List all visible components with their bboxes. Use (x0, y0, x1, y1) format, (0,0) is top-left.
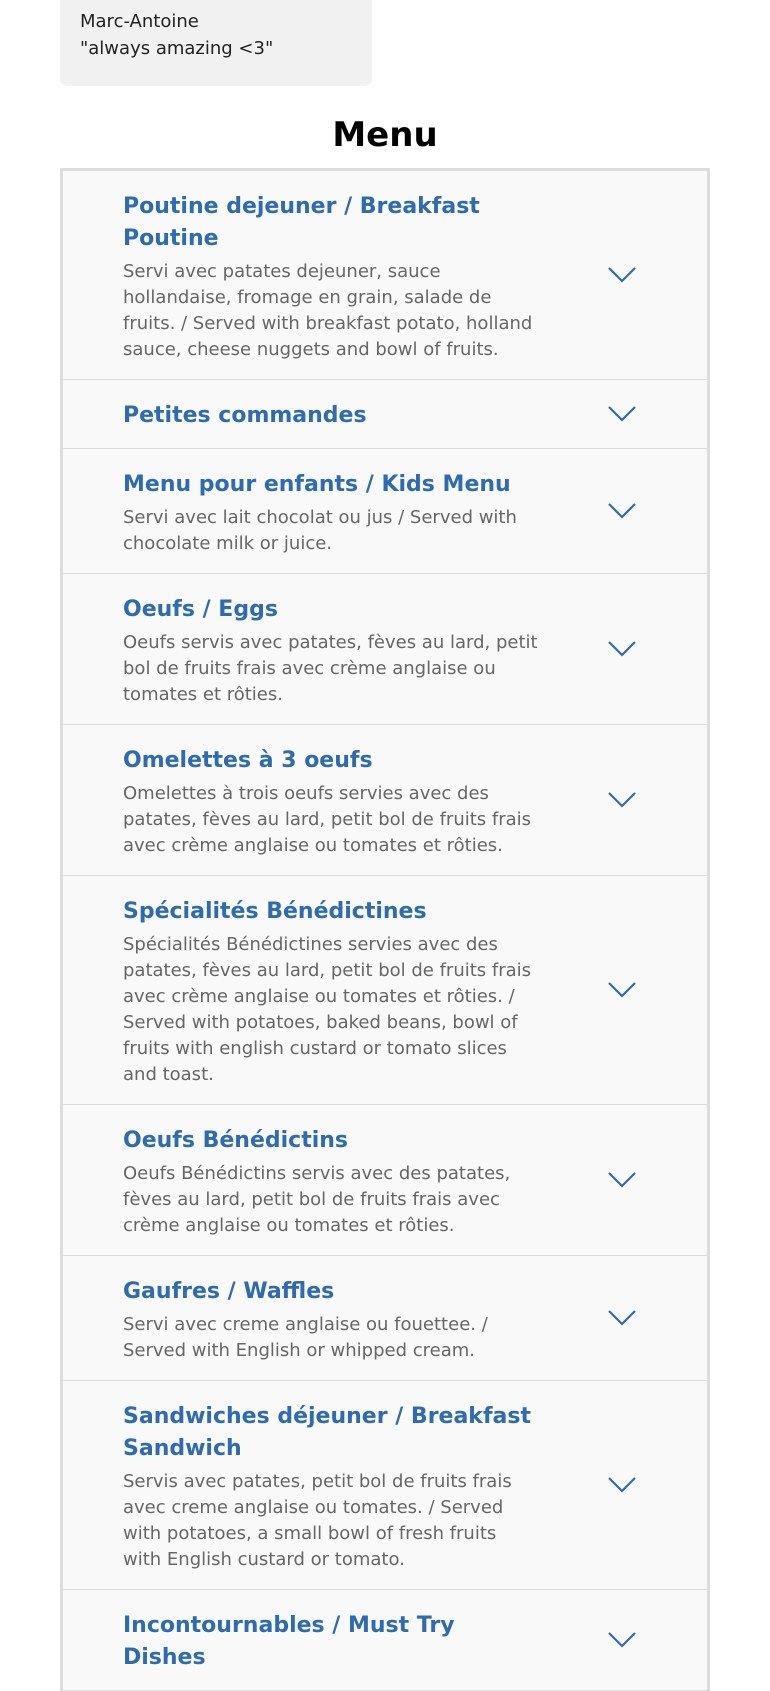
menu-category[interactable] (63, 725, 707, 876)
category-name: Spécialités Bénédictines (123, 899, 427, 924)
category-description: Spécialités Bénédictines servies avec des patates, fèves au lard, petit bol de fruits frais avec crème anglaise ou tomates et rôties. / Served with potatoes, baked beans, bowl of fruits with english custard or tomato slices and toast. (123, 934, 532, 1085)
menu-category[interactable] (63, 1590, 707, 1691)
category-name: Petites commandes (123, 403, 367, 428)
category-name: Oeufs Bénédictins (123, 1128, 349, 1153)
category-name: Incontournables / Must Try Dishes (123, 1613, 455, 1670)
review-quote: "always amazing <3" (80, 38, 274, 59)
chevron-down-icon[interactable] (607, 502, 637, 520)
category-description: Servi avec lait chocolat ou jus / Served with chocolate milk or juice. (123, 507, 517, 554)
category-description: Servis avec patates, petit bol de fruits frais avec creme anglaise ou tomates. / Served with potatoes, a small bowl of fresh fruits with English custard or tomato. (123, 1471, 512, 1570)
review-author: Marc-Antoine (80, 11, 199, 32)
menu-category[interactable] (63, 876, 707, 1105)
category-name: Menu pour enfants / Kids Menu (123, 472, 511, 497)
category-description: Servi avec creme anglaise ou fouettee. / Served with English or whipped cream. (123, 1314, 488, 1361)
menu-category[interactable] (63, 380, 707, 449)
chevron-down-icon[interactable] (607, 640, 637, 658)
category-description: Omelettes à trois oeufs servies avec des patates, fèves au lard, petit bol de fruits frais avec crème anglaise ou tomates et rôties. (123, 783, 532, 856)
category-description: Servi avec patates dejeuner, sauce hollandaise, fromage en grain, salade de fruits. / Served with breakfast potato, holland sauce, cheese nuggets and bowl of fruits. (123, 261, 533, 360)
category-name: Oeufs / Eggs (123, 597, 278, 622)
chevron-down-icon[interactable] (607, 791, 637, 809)
menu-category[interactable] (63, 449, 707, 574)
chevron-down-icon[interactable] (607, 1476, 637, 1494)
chevron-down-icon[interactable] (607, 405, 637, 423)
menu-title: Menu (332, 115, 438, 155)
menu-category[interactable] (63, 1256, 707, 1381)
menu-category[interactable] (63, 1381, 707, 1590)
category-name: Omelettes à 3 oeufs (123, 748, 373, 773)
review-card (60, 0, 372, 86)
chevron-down-icon[interactable] (607, 266, 637, 284)
category-description: Oeufs Bénédictins servis avec des patates, fèves au lard, petit bol de fruits frais avec crème anglaise ou tomates et rôties. (123, 1163, 511, 1236)
chevron-down-icon[interactable] (607, 1631, 637, 1649)
chevron-down-icon[interactable] (607, 1171, 637, 1189)
chevron-down-icon[interactable] (607, 1309, 637, 1327)
category-description: Oeufs servis avec patates, fèves au lard, petit bol de fruits frais avec crème anglaise ou tomates et rôties. (123, 632, 538, 705)
chevron-down-icon[interactable] (607, 981, 637, 999)
menu-accordion (60, 168, 710, 1691)
category-name: Poutine dejeuner / Breakfast Poutine (123, 194, 480, 251)
menu-category[interactable] (63, 1105, 707, 1256)
menu-category[interactable] (63, 171, 707, 380)
menu-category[interactable] (63, 574, 707, 725)
category-name: Sandwiches déjeuner / Breakfast Sandwich (123, 1404, 531, 1461)
category-name: Gaufres / Waffles (123, 1279, 335, 1304)
